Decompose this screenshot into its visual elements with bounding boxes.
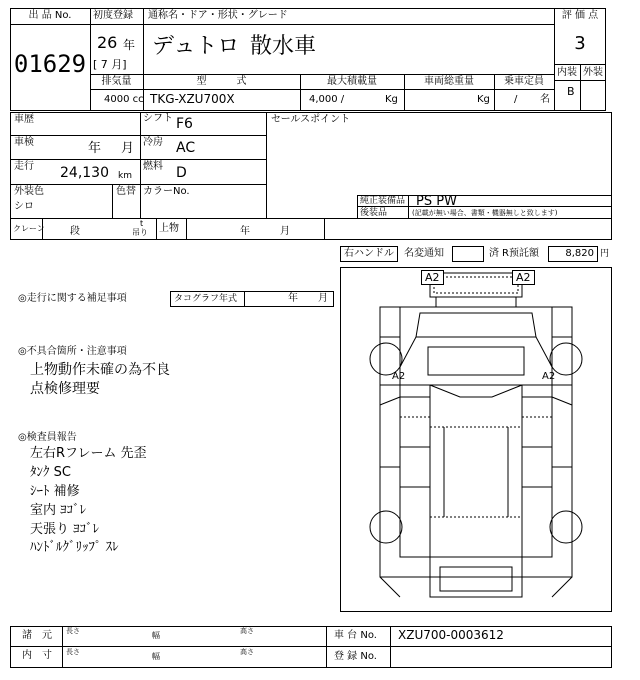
tacho-year: 年: [288, 293, 298, 304]
damage-mark: A2: [542, 371, 556, 382]
inspection-year: 年: [88, 141, 102, 156]
reg-year: 26: [97, 33, 118, 52]
title-change-label: 名変通知: [404, 248, 444, 259]
inspection-month: 月: [121, 141, 135, 156]
crane-lift: 吊り: [132, 228, 148, 237]
shift-value: F6: [176, 116, 193, 132]
model-name: デュトロ: [152, 34, 240, 59]
sales-point-label: セールスポイント: [271, 114, 351, 125]
damage-mark: A2: [392, 371, 406, 382]
yen-label: 円: [600, 249, 610, 259]
crane-t: t: [140, 219, 144, 228]
aftermarket-label: 後装品: [360, 208, 388, 218]
damage-mark: A2: [512, 270, 535, 285]
travel-notes-label: ◎走行に関する補足事項: [18, 293, 127, 304]
max-load-value: 4,000 /: [309, 94, 345, 105]
handle-value: 右ハンドル: [344, 248, 394, 259]
max-load-label: 最大積載量: [327, 76, 377, 87]
tacho-label: タコグラフ年式: [174, 294, 238, 304]
mileage-value: 24,130: [60, 165, 109, 181]
shift-label: シフト: [143, 113, 173, 124]
spec-label: 諸 元: [22, 630, 52, 641]
width-label: 幅: [152, 631, 160, 640]
reg-month: [ 7 月]: [93, 58, 127, 71]
crane-label: クレーン: [13, 224, 45, 233]
r-amount-label: R预託額: [502, 248, 539, 259]
damage-mark: A2: [421, 270, 444, 285]
factory-equip-label: 純正装備品: [360, 196, 406, 206]
model-label: 通称名・ドア・形状・グレード: [148, 10, 288, 21]
interior-dim-label: 内 寸: [22, 650, 52, 661]
interior-label: 内装: [557, 67, 577, 78]
chassis-number: XZU700-0003612: [398, 628, 504, 642]
inspector-label: ◎検査員報告: [18, 432, 77, 443]
length-label: 長さ: [66, 627, 80, 635]
lot-number: 01629: [13, 50, 87, 78]
ext-color-value: シロ: [14, 201, 34, 212]
aftermarket-note: (記載が無い場合、書類・機器無しと致します): [412, 209, 558, 217]
type-value: TKG-XZU700X: [150, 92, 235, 106]
grade-value: 3: [574, 33, 586, 54]
capacity-label: 乗車定員: [504, 76, 544, 87]
defect-label: ◎不具合箇所・注意事項: [18, 346, 127, 357]
inspection-label: 車検: [14, 137, 34, 148]
ext-color-label: 外装色: [14, 186, 44, 197]
mileage-unit: km: [118, 171, 132, 181]
title-change-box: [452, 246, 484, 262]
exterior-label: 外装: [583, 67, 603, 78]
factory-equip-value: PS PW: [416, 194, 457, 209]
width-label: 幅: [152, 652, 160, 661]
displacement-value: 4000 cc: [104, 94, 144, 105]
gross-weight-label: 車両総重量: [424, 76, 474, 87]
defect-line: 点検修理要: [30, 381, 100, 397]
inspector-line: ﾀﾝｸ SC: [30, 465, 71, 480]
fuel-value: D: [176, 165, 187, 181]
height-label: 高さ: [240, 627, 254, 635]
ryo-label: 済: [489, 248, 499, 259]
defect-line: 上物動作未確の為不良: [30, 362, 170, 378]
type-label: 型 式: [196, 76, 247, 87]
inspector-line: 左右Rフレーム 先歪: [30, 446, 147, 461]
reg-no-label: 登 録 No.: [334, 651, 377, 662]
lot-label: 出 品 No.: [28, 10, 72, 21]
ac-value: AC: [176, 140, 196, 156]
max-load-unit: Kg: [385, 94, 398, 105]
tacho-month: 月: [318, 293, 328, 304]
capacity-unit: 名: [540, 94, 550, 105]
height-label: 高さ: [240, 648, 254, 656]
interior-grade: B: [567, 85, 575, 98]
displacement-label: 排気量: [101, 76, 132, 87]
inspector-line: ﾊﾝﾄﾞﾙｸﾞﾘｯﾌﾟ ｽﾚ: [30, 540, 119, 555]
chassis-label: 車 台 No.: [334, 630, 377, 641]
footer-frame: [10, 626, 612, 668]
reg-year-unit: 年: [123, 38, 136, 52]
capacity-sep: /: [514, 94, 518, 105]
mileage-label: 走行: [14, 161, 34, 172]
fuel-label: 燃料: [143, 161, 163, 172]
length-label: 長さ: [66, 648, 80, 656]
body-year: 年: [240, 226, 250, 237]
color-code-label: カラーNo.: [143, 186, 190, 197]
gross-unit: Kg: [477, 94, 490, 105]
body-month: 月: [280, 226, 290, 237]
inspector-line: ｼｰﾄ 補修: [30, 484, 80, 499]
ac-label: 冷房: [143, 137, 163, 148]
first-reg-label: 初度登録: [93, 10, 133, 21]
history-label: 車歴: [14, 114, 34, 125]
r-amount-value: 8,820: [565, 248, 594, 259]
grade-label: 評 価 点: [561, 10, 599, 21]
inspector-line: 天張り ﾖｺﾞﾚ: [30, 522, 100, 537]
body-type: 散水車: [250, 34, 317, 59]
truck-diagram: [340, 267, 612, 612]
inspector-line: 室内 ﾖｺﾞﾚ: [30, 503, 87, 518]
crane-stage: 段: [70, 226, 80, 237]
body-label: 上物: [159, 223, 179, 234]
color-change-label: 色替: [116, 186, 136, 197]
